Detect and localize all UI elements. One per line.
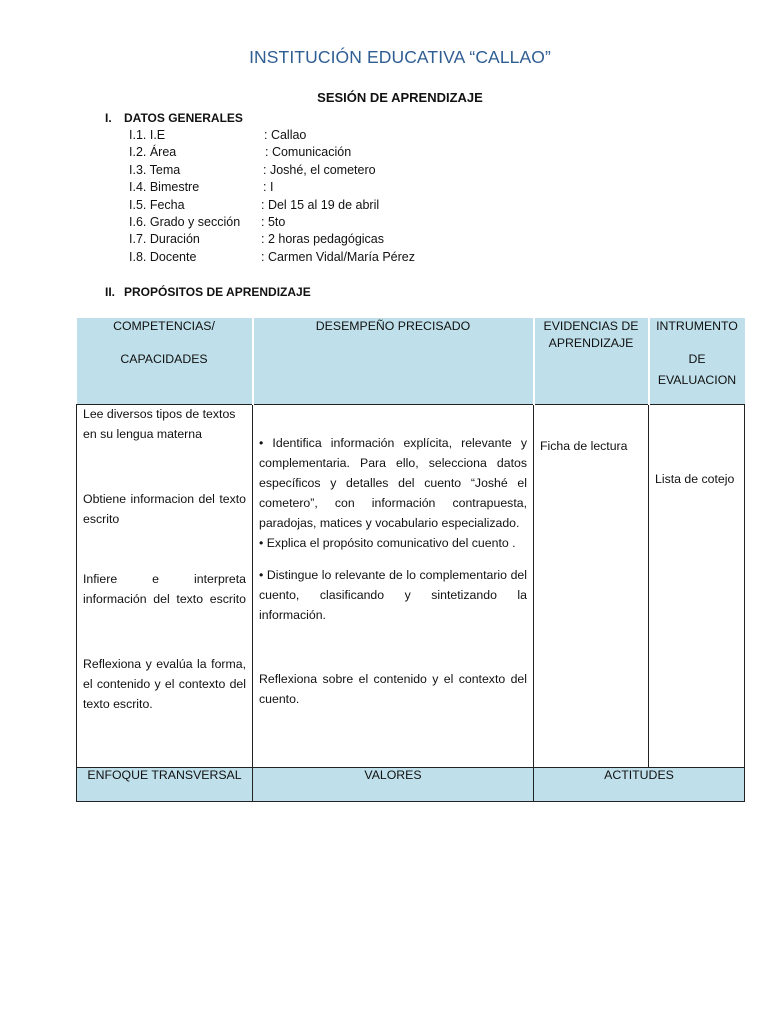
field-label: I.8. Docente bbox=[129, 249, 197, 264]
header-text-line: EVALUACION bbox=[657, 373, 737, 387]
session-title: SESIÓN DE APRENDIZAJE bbox=[317, 90, 483, 105]
evidence-text: Ficha de lectura bbox=[540, 439, 628, 453]
header-text-line: COMPETENCIAS/ bbox=[113, 319, 215, 333]
field-label: I.7. Duración bbox=[129, 232, 200, 247]
field-value: : Comunicación bbox=[265, 145, 352, 160]
header-text-line: CAPACIDADES bbox=[120, 352, 208, 366]
field-row-tema bbox=[129, 162, 529, 180]
cell-competencias bbox=[77, 405, 253, 768]
competency-text: Lee diversos tipos de textos en su lengua materna bbox=[83, 407, 236, 441]
section-purposes-heading bbox=[105, 285, 311, 299]
capacity-text: Reflexiona y evalúa la forma, el contenido y el contexto del texto escrito. bbox=[83, 657, 246, 711]
field-row-fecha bbox=[129, 197, 529, 215]
field-row-area bbox=[129, 144, 529, 162]
field-label: I.5. Fecha bbox=[129, 197, 185, 212]
header-text-line: EVIDENCIAS DE bbox=[543, 319, 639, 333]
cell-desempeno bbox=[253, 405, 534, 768]
learning-purposes-table bbox=[76, 318, 745, 802]
footer-valores: VALORES bbox=[253, 768, 534, 802]
field-value: : I bbox=[263, 180, 274, 195]
field-value: : 5to bbox=[261, 215, 286, 229]
header-desempeno: DESEMPEÑO PRECISADO bbox=[253, 318, 534, 405]
field-row-docente bbox=[129, 249, 529, 267]
section-number: II. bbox=[105, 285, 116, 299]
field-row-duracion bbox=[129, 231, 529, 249]
field-row-bimestre bbox=[129, 179, 529, 197]
field-value: : Joshé, el cometero bbox=[263, 162, 376, 177]
field-label: I.1. I.E bbox=[129, 128, 166, 142]
capacity-text: Obtiene informacion del texto escrito bbox=[83, 492, 246, 526]
field-row-grado bbox=[129, 214, 529, 232]
section-title: PROPÓSITOS DE APRENDIZAJE bbox=[124, 285, 311, 299]
field-label: I.3. Tema bbox=[129, 162, 181, 177]
instrument-text: Lista de cotejo bbox=[655, 472, 735, 486]
performance-text: • Distingue lo relevante de lo complementario del cuento, clasificando y sintetizando la información. bbox=[259, 568, 527, 622]
section-number: I. bbox=[105, 111, 112, 125]
header-text-line: INTRUMENTO bbox=[656, 319, 738, 333]
table-header-row bbox=[77, 318, 745, 405]
section-general-data-heading bbox=[105, 111, 243, 125]
field-value: : Del 15 al 19 de abril bbox=[261, 197, 380, 212]
field-row-ie bbox=[129, 127, 529, 145]
field-label: I.6. Grado y sección bbox=[129, 215, 241, 229]
header-text-line: DE bbox=[688, 352, 706, 366]
performance-text: • Identifica información explícita, relevante y complementaria. Para ello, selecciona datos específicos y detalles del cuento “Joshé el cometero”, con información contrapuesta, paradojas, matices y vocabulario especializado. bbox=[259, 436, 527, 530]
field-value: : Carmen Vidal/María Pérez bbox=[261, 249, 415, 264]
footer-enfoque: ENFOQUE TRANSVERSAL bbox=[77, 768, 253, 802]
section-title: DATOS GENERALES bbox=[124, 111, 243, 125]
capacity-text: Infiere e interpreta información del texto escrito bbox=[83, 572, 246, 606]
performance-text: • Explica el propósito comunicativo del cuento . bbox=[259, 536, 516, 550]
header-evidencias bbox=[534, 318, 649, 405]
institution-title: INSTITUCIÓN EDUCATIVA “CALLAO” bbox=[249, 47, 551, 67]
footer-actitudes: ACTITUDES bbox=[534, 768, 745, 802]
field-value: : Callao bbox=[264, 128, 307, 142]
header-text-line: APRENDIZAJE bbox=[548, 336, 634, 350]
cell-instrumento bbox=[649, 405, 745, 768]
general-data-list bbox=[129, 127, 529, 267]
field-label: I.2. Área bbox=[129, 145, 177, 160]
header-instrumento bbox=[649, 318, 745, 405]
header-competencias bbox=[77, 318, 253, 405]
field-label: I.4. Bimestre bbox=[129, 180, 200, 195]
table-footer-row bbox=[77, 768, 745, 802]
table-row bbox=[77, 405, 745, 768]
performance-text: Reflexiona sobre el contenido y el contexto del cuento. bbox=[259, 672, 527, 706]
cell-evidencias bbox=[534, 405, 649, 768]
field-value: : 2 horas pedagógicas bbox=[261, 232, 385, 247]
